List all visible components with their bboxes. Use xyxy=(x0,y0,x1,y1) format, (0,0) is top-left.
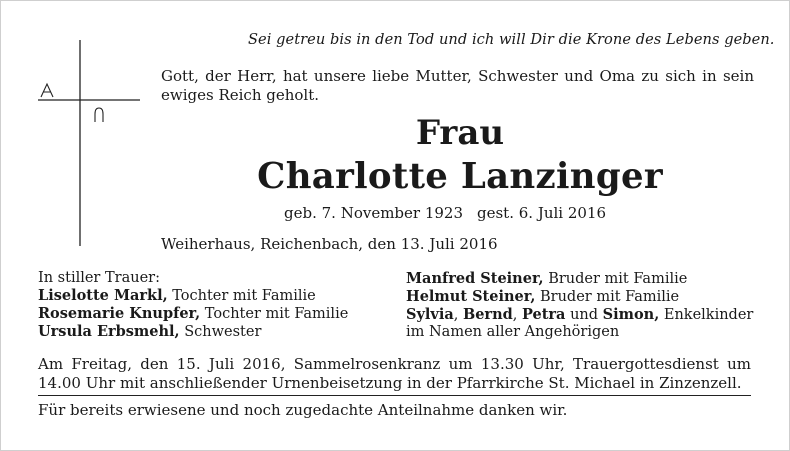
place-date: Weiherhaus, Reichenbach, den 13. Juli 2016 xyxy=(161,235,498,253)
mourners-left xyxy=(38,270,348,341)
divider xyxy=(38,395,751,396)
deceased-name: Charlotte Lanzinger xyxy=(257,156,663,197)
list-item: Liselotte Markl, Tochter mit Familie xyxy=(38,287,316,304)
death-date: gest. 6. Juli 2016 xyxy=(477,204,607,222)
title-prefix: Frau xyxy=(415,113,505,153)
list-item: Helmut Steiner, Bruder mit Familie xyxy=(406,288,680,305)
service-text: Am Freitag, den 15. Juli 2016, Sammelrosenkranz um 13.30 Uhr, Trauergottesdienst um 14.00 Uhr mit anschließender Urnenbeisetzung in der Pfarrkirche St. Michael in Zinzenzell. xyxy=(38,355,751,392)
bible-verse: Sei getreu bis in den Tod und ich will Dir die Krone des Lebens geben. xyxy=(248,31,775,48)
list-item: Ursula Erbsmehl, Schwester xyxy=(38,323,262,340)
alpha-icon xyxy=(41,84,53,97)
mourners-heading: In stiller Trauer: xyxy=(38,270,160,286)
list-item: im Namen aller Angehörigen xyxy=(406,324,620,340)
list-item: Manfred Steiner, Bruder mit Familie xyxy=(406,270,688,287)
thanks-text: Für bereits erwiesene und noch zugedachte Anteilnahme danken wir. xyxy=(38,401,568,419)
list-item: Sylvia, Bernd, Petra und Simon, Enkelkinder xyxy=(406,306,754,323)
mourners-right xyxy=(406,270,753,341)
intro-text: Gott, der Herr, hat unsere liebe Mutter, Schwester und Oma zu sich in sein ewiges Reich geholt. xyxy=(161,67,754,104)
list-item: Rosemarie Knupfer, Tochter mit Familie xyxy=(38,305,349,322)
birth-date: geb. 7. November 1923 xyxy=(284,204,464,222)
